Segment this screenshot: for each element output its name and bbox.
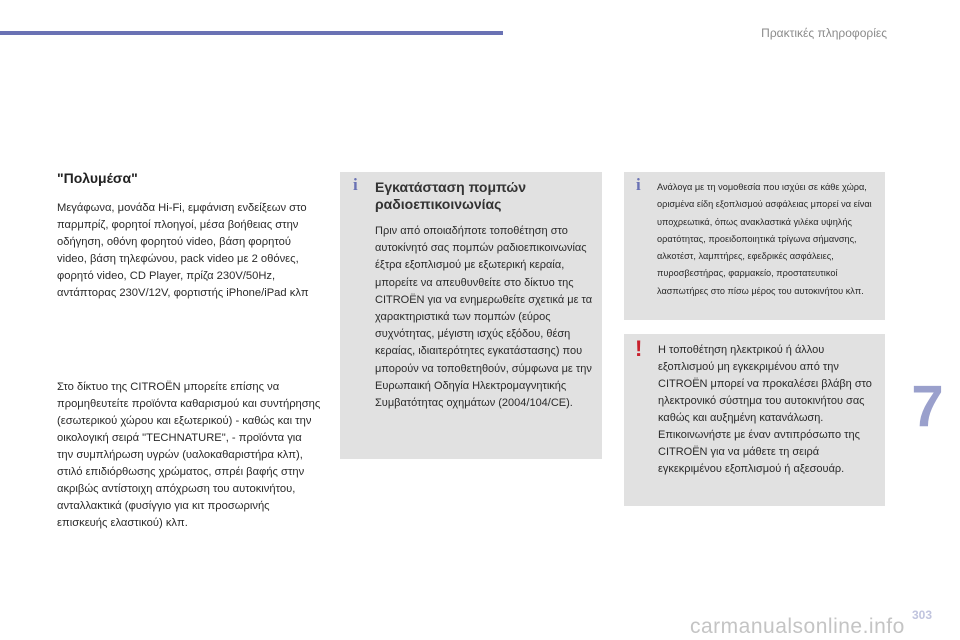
multimedia-section xyxy=(57,170,319,302)
radio-transmitters-box xyxy=(340,172,602,459)
radio-box-text: Πριν από οποιαδήποτε τοποθέτηση στο αυτοκίνητό σας πομπών ραδιοεπικοινωνίας έξτρα εξοπλισμού με εξωτερική κεραία, μπορείτε να απευθυνθείτε στο δίκτυο της CITROËN για να ενημερωθείτε σχετικά με τα χαρακτηριστικά των πομπών (εύρος συχνότητας, μέγιστη ισχύς εξόδου, θέση κεραίας, ιδιαιτερότητες εγκατάστασης) που μπορούν να τοποθετηθούν, σύμφωνα με την Ευρωπαική Οδηγία Ηλεκτρομαγνητικής Συμβατότητας οχημάτων (2004/104/CE). xyxy=(375,225,593,410)
watermark: carmanualsonline.info xyxy=(690,615,905,638)
warning-icon: ! xyxy=(635,336,643,361)
radio-box-title: Εγκατάσταση πομπών ραδιοεπικοινωνίας xyxy=(375,179,526,212)
section-title: Πρακτικές πληροφορίες xyxy=(761,26,887,40)
page-number: 303 xyxy=(912,608,933,622)
warning-box-text: Η τοποθέτηση ηλεκτρικού ή άλλου εξοπλισμού μη εγκεκριμένου από την CITROËN μπορεί να προκαλέσει βλάβη στο ηλεκτρονικό σύστημα του αυτοκινήτου σας καθώς και αυξημένη κατανάλωση. Επικοινωνήστε με έναν αντιπρόσωπο της CITROËN για να μάθετε τη σειρά εγκεκριμένου εξοπλισμού ή αξεσουάρ. xyxy=(658,344,872,475)
multimedia-title: "Πολυμέσα" xyxy=(57,170,138,186)
warning-box xyxy=(624,334,885,506)
info-icon: i xyxy=(353,175,358,194)
care-products-text: Στο δίκτυο της CITROËN μπορείτε επίσης να προμηθευτείτε προϊόντα καθαρισμού και συντήρησης (εσωτερικού χώρου και εξωτερικού) - καθώς και την οικολογική σειρά "TECHNATURE", - προϊόντα για την συμπλήρωση υγρών (υαλοκαθαριστήρα κλπ), στιλό επιδιόρθωσης χρώματος, σπρέι βαφής στην ακριβώς αντίστοιχη απόχρωση του αυτοκινήτου, ανταλλακτικά (φυσίγγιο για κιτ προσωρινής επισκευής ελαστικού) κλπ. xyxy=(57,381,321,529)
multimedia-text: Μεγάφωνα, μονάδα Hi-Fi, εμφάνιση ενδείξεων στο παρμπρίζ, φορητοί πλοηγοί, μέσα βοήθειας στην οδήγηση, οθόνη φορητού video, βάση φορητού video, βάση τηλεφώνου, pack video με 2 οθόνες, φορητό video, CD Player, πρίζα 230V/50Hz, αντάπτορας 230V/12V, φορτιστής iPhone/iPad κλπ xyxy=(57,202,309,299)
legal-equipment-box xyxy=(624,172,885,320)
info-icon: i xyxy=(636,175,641,194)
header-accent-bar xyxy=(0,31,503,35)
chapter-number: 7 xyxy=(911,374,944,439)
legal-box-text: Ανάλογα με τη νομοθεσία που ισχύει σε κάθε χώρα, ορισμένα είδη εξοπλισμού ασφάλειας μπορεί να είναι υποχρεωτικά, όπως ανακλαστικά γιλέκα υψηλής ορατότητας, προειδοποιητικά τρίγωνα σήμανσης, αλκοτέστ, λαμπτήρες, εφεδρικές ασφάλειες, πυροσβεστήρας, φαρμακείο, προστατευτικοί λασπωτήρες στο πίσω μέρος του αυτοκινήτου κλπ. xyxy=(657,182,872,296)
